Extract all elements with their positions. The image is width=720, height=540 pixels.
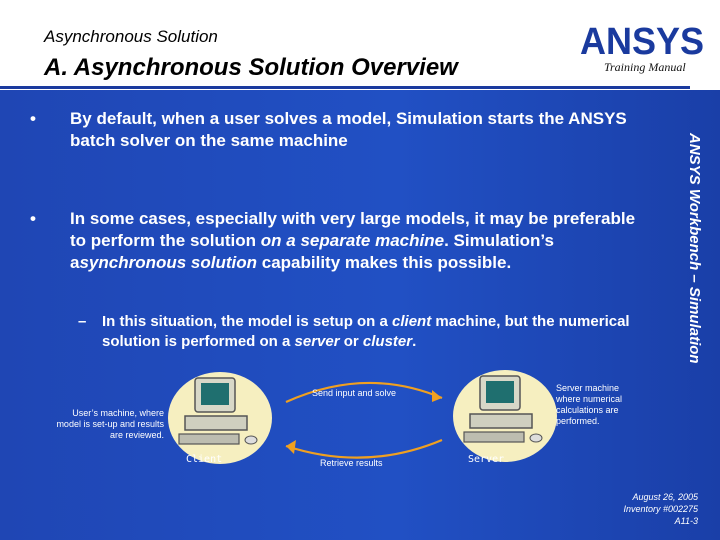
client-note: User’s machine, where model is set-up and results are reviewed. (56, 408, 164, 440)
arrow-icon (432, 390, 442, 402)
arrows-diagram (276, 368, 450, 468)
header-divider (0, 86, 690, 89)
server-label: Server (468, 454, 505, 465)
bullet-2-text: In some cases, especially with very large models, it may be preferable to perform the solution on a separate machine. Simulation’s asynchronous solution capability makes this possible. (70, 209, 636, 272)
header (0, 0, 720, 90)
arrow-icon (286, 440, 296, 454)
training-manual-label: Training Manual (604, 60, 686, 74)
footer-date: August 26, 2005 (632, 492, 698, 502)
sub-bullet-text: In this situation, the model is setup on a client machine, but the numerical solution is performed on a server or cluster. (102, 313, 630, 350)
retrieve-label: Retrieve results (320, 458, 383, 468)
sub-bullet (78, 312, 638, 352)
slide-subtitle: Asynchronous Solution (44, 27, 218, 46)
client-computer-icon (165, 368, 275, 468)
bullet-2 (30, 208, 640, 274)
bullet-1 (30, 108, 640, 152)
bullet-dot-icon: • (30, 109, 36, 128)
footer-page: A11-3 (674, 516, 698, 526)
sidebar-title: ANSYS Workbench – Simulation (686, 132, 703, 364)
bullet-dot-icon: • (30, 209, 36, 228)
footer-inventory: Inventory #002275 (623, 504, 698, 514)
ansys-logo-text: ANSYS (580, 22, 704, 58)
footer (538, 491, 698, 527)
slide-title: A. Asynchronous Solution Overview (44, 54, 458, 81)
server-note: Server machine where numerical calculations are performed. (556, 383, 623, 426)
send-label: Send input and solve (312, 388, 397, 398)
dash-icon: – (78, 313, 87, 330)
ansys-logo (578, 22, 706, 58)
client-label: Client (186, 454, 223, 465)
server-computer-icon (450, 366, 560, 466)
bullet-1-text: By default, when a user solves a model, Simulation starts the ANSYS batch solver on the same machine (70, 109, 627, 150)
